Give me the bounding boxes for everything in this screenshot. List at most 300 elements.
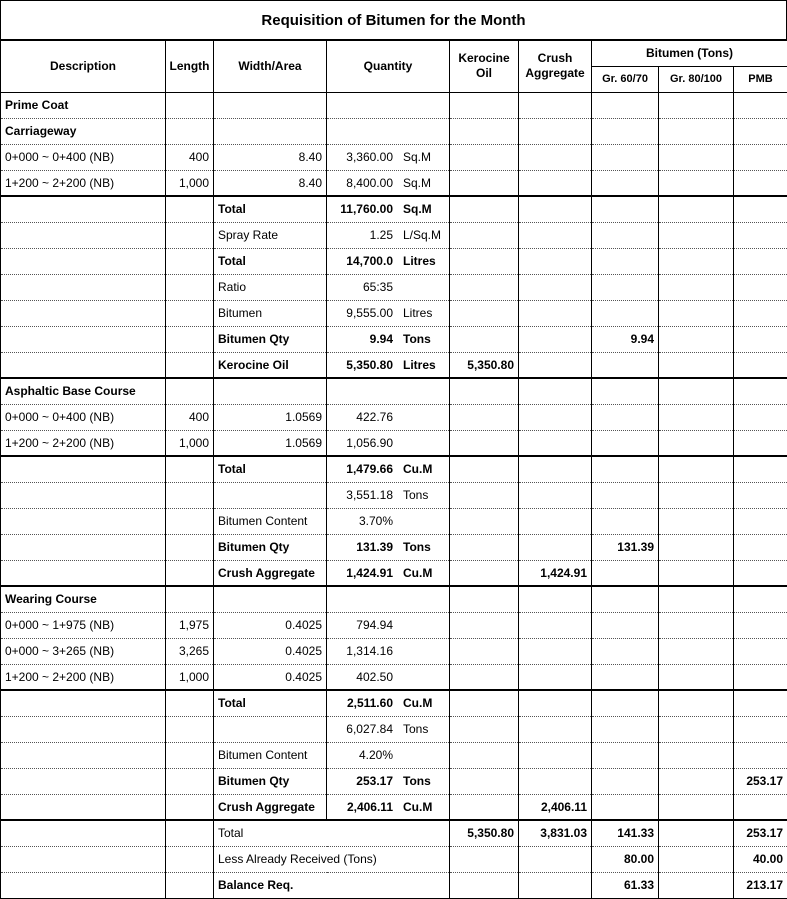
description-cell [1,248,166,274]
length-cell [166,820,214,846]
crush-aggregate-cell [519,612,592,638]
kerocine-oil-cell [450,222,519,248]
gr-80-100-cell [659,690,734,716]
length-cell [166,248,214,274]
width-area-cell [214,482,327,508]
length-cell [166,794,214,820]
quantity-pair [331,488,445,502]
gr-60-70-cell [592,378,659,404]
pmb-cell [734,664,787,690]
description-cell [1,508,166,534]
quantity-value: 3,551.18 [331,488,393,502]
quantity-pair [331,644,445,658]
description-cell [1,482,166,508]
pmb-cell [734,742,787,768]
quantity-value: 402.50 [331,670,393,684]
quantity-unit [393,436,445,450]
kerocine-oil-cell [450,378,519,404]
quantity-unit [393,644,445,658]
quantity-pair [331,722,445,736]
gr-60-70-cell [592,196,659,222]
quantity-unit [393,670,445,684]
length-cell [166,456,214,482]
table-row [1,404,787,430]
quantity-value: 1.25 [331,228,393,242]
crush-aggregate-cell [519,430,592,456]
quantity-unit: Tons [393,540,445,554]
quantity-pair [331,280,445,294]
pmb-cell [734,118,787,144]
description-cell [1,872,166,898]
description-cell: 0+000 ~ 0+400 (NB) [1,404,166,430]
gr-60-70-cell [592,144,659,170]
length-cell [166,222,214,248]
length-cell [166,560,214,586]
description-cell [1,300,166,326]
quantity-pair [331,150,445,164]
quantity-value: 11,760.00 [331,202,393,216]
gr-60-70-cell [592,404,659,430]
length-cell [166,196,214,222]
quantity-value: 2,511.60 [331,696,393,710]
width-area-cell [214,92,327,118]
kerocine-oil-cell [450,404,519,430]
table-row [1,456,787,482]
width-area-label-cell: Ratio [214,274,327,300]
gr-60-70-cell [592,92,659,118]
quantity-cell [327,144,450,170]
width-area-label-cell: Total [214,248,327,274]
quantity-value: 3.70% [331,514,393,528]
description-cell: 1+200 ~ 2+200 (NB) [1,430,166,456]
kerocine-oil-cell [450,664,519,690]
quantity-pair [331,254,445,268]
description-cell [1,690,166,716]
quantity-cell [327,222,450,248]
quantity-unit: Sq.M [393,176,445,190]
length-cell [166,326,214,352]
crush-aggregate-cell [519,196,592,222]
width-area-cell [214,118,327,144]
kerocine-oil-cell [450,742,519,768]
quantity-cell [327,482,450,508]
table-row [1,872,787,898]
pmb-cell: 213.17 [734,872,787,898]
kerocine-oil-cell [450,300,519,326]
width-area-cell: 8.40 [214,170,327,196]
quantity-cell [327,742,450,768]
width-area-cell [214,378,327,404]
quantity-pair [331,774,445,788]
length-cell [166,690,214,716]
quantity-pair [331,514,445,528]
col-header-gr-60-70: Gr. 60/70 [592,66,659,92]
col-header-gr-80-100: Gr. 80/100 [659,66,734,92]
gr-60-70-cell: 61.33 [592,872,659,898]
width-area-label-cell: Crush Aggregate [214,560,327,586]
width-area-label-cell: Total [214,690,327,716]
gr-60-70-cell: 131.39 [592,534,659,560]
quantity-value: 5,350.80 [331,358,393,372]
kerocine-oil-cell [450,118,519,144]
table-row [1,586,787,612]
crush-aggregate-cell [519,170,592,196]
length-cell [166,742,214,768]
width-area-cell: 0.4025 [214,612,327,638]
crush-aggregate-cell [519,92,592,118]
description-cell [1,456,166,482]
quantity-cell [327,690,450,716]
table-row [1,534,787,560]
gr-80-100-cell [659,170,734,196]
crush-aggregate-cell [519,248,592,274]
kerocine-oil-cell [450,846,519,872]
gr-60-70-cell [592,742,659,768]
table-row [1,326,787,352]
quantity-pair [331,436,445,450]
gr-60-70-cell: 9.94 [592,326,659,352]
quantity-value: 8,400.00 [331,176,393,190]
gr-80-100-cell [659,742,734,768]
crush-aggregate-cell [519,716,592,742]
pmb-cell [734,508,787,534]
quantity-pair [331,540,445,554]
kerocine-oil-cell [450,274,519,300]
gr-80-100-cell [659,612,734,638]
quantity-unit: Litres [393,358,445,372]
gr-60-70-cell [592,352,659,378]
quantity-unit: Cu.M [393,696,445,710]
table-row [1,482,787,508]
table-row [1,248,787,274]
kerocine-oil-cell [450,716,519,742]
kerocine-oil-cell [450,326,519,352]
quantity-cell [327,560,450,586]
width-area-cell: 0.4025 [214,638,327,664]
kerocine-oil-cell [450,170,519,196]
summary-label-cell: Total [214,820,450,846]
crush-aggregate-cell [519,534,592,560]
gr-60-70-cell [592,170,659,196]
quantity-value: 9,555.00 [331,306,393,320]
crush-aggregate-cell: 1,424.91 [519,560,592,586]
pmb-cell [734,716,787,742]
quantity-cell [327,92,450,118]
width-area-label-cell: Bitumen Qty [214,768,327,794]
quantity-cell [327,170,450,196]
gr-60-70-cell [592,638,659,664]
crush-aggregate-cell [519,118,592,144]
gr-60-70-cell [592,300,659,326]
pmb-cell: 253.17 [734,768,787,794]
table-body [1,92,787,898]
quantity-unit [393,280,445,294]
quantity-pair [331,748,445,762]
pmb-cell [734,612,787,638]
table-row [1,222,787,248]
quantity-pair [331,306,445,320]
width-area-label-cell: Bitumen [214,300,327,326]
crush-aggregate-cell [519,638,592,664]
gr-60-70-cell [592,456,659,482]
quantity-value: 4.20% [331,748,393,762]
gr-80-100-cell [659,846,734,872]
kerocine-oil-cell [450,92,519,118]
gr-80-100-cell [659,378,734,404]
quantity-value: 1,314.16 [331,644,393,658]
gr-80-100-cell [659,144,734,170]
quantity-pair [331,618,445,632]
col-header-length: Length [166,40,214,92]
gr-80-100-cell [659,482,734,508]
quantity-cell [327,794,450,820]
quantity-unit: Cu.M [393,566,445,580]
crush-aggregate-cell [519,586,592,612]
quantity-unit [393,410,445,424]
length-cell [166,300,214,326]
crush-aggregate-cell [519,352,592,378]
quantity-unit [393,514,445,528]
quantity-pair [331,202,445,216]
crush-aggregate-cell [519,274,592,300]
pmb-cell [734,352,787,378]
gr-80-100-cell [659,222,734,248]
crush-aggregate-cell [519,300,592,326]
description-cell: Asphaltic Base Course [1,378,166,404]
col-header-crush-aggregate: Crush Aggregate [519,40,592,92]
quantity-value: 794.94 [331,618,393,632]
crush-aggregate-cell [519,222,592,248]
table-row [1,508,787,534]
kerocine-oil-cell [450,248,519,274]
quantity-unit: Tons [393,722,445,736]
length-cell: 1,000 [166,664,214,690]
table-row [1,352,787,378]
quantity-cell [327,118,450,144]
quantity-unit: Litres [393,306,445,320]
quantity-cell [327,404,450,430]
table-row [1,742,787,768]
crush-aggregate-cell [519,378,592,404]
description-cell [1,560,166,586]
crush-aggregate-cell [519,482,592,508]
length-cell [166,768,214,794]
length-cell: 1,000 [166,430,214,456]
width-area-cell [214,586,327,612]
col-header-bitumen-tons: Bitumen (Tons) [592,40,787,66]
table-row [1,846,787,872]
width-area-cell: 0.4025 [214,664,327,690]
gr-60-70-cell [592,118,659,144]
quantity-unit: Tons [393,488,445,502]
quantity-value: 3,360.00 [331,150,393,164]
kerocine-oil-cell [450,794,519,820]
gr-80-100-cell [659,560,734,586]
pmb-cell [734,196,787,222]
gr-80-100-cell [659,92,734,118]
length-cell [166,352,214,378]
crush-aggregate-cell [519,742,592,768]
gr-80-100-cell [659,352,734,378]
gr-60-70-cell [592,430,659,456]
summary-label-cell: Balance Req. [214,872,450,898]
col-header-width-area: Width/Area [214,40,327,92]
quantity-cell [327,248,450,274]
quantity-value: 2,406.11 [331,800,393,814]
table-row [1,144,787,170]
quantity-value: 131.39 [331,540,393,554]
table-row [1,716,787,742]
gr-60-70-cell: 80.00 [592,846,659,872]
quantity-pair [331,358,445,372]
crush-aggregate-cell [519,326,592,352]
pmb-cell [734,378,787,404]
quantity-pair [331,696,445,710]
table-row [1,690,787,716]
width-area-label-cell: Spray Rate [214,222,327,248]
kerocine-oil-cell [450,430,519,456]
length-cell: 1,000 [166,170,214,196]
width-area-cell: 1.0569 [214,430,327,456]
table-row [1,118,787,144]
gr-80-100-cell [659,196,734,222]
quantity-cell [327,352,450,378]
quantity-value: 1,479.66 [331,462,393,476]
length-cell [166,92,214,118]
crush-aggregate-cell [519,664,592,690]
gr-80-100-cell [659,872,734,898]
length-cell: 3,265 [166,638,214,664]
crush-aggregate-cell [519,404,592,430]
pmb-cell [734,404,787,430]
table-row [1,92,787,118]
width-area-cell [214,716,327,742]
quantity-value: 422.76 [331,410,393,424]
col-header-description: Description [1,40,166,92]
quantity-pair [331,228,445,242]
description-cell [1,326,166,352]
col-header-quantity: Quantity [327,40,450,92]
gr-80-100-cell [659,638,734,664]
gr-80-100-cell [659,248,734,274]
gr-60-70-cell [592,586,659,612]
kerocine-oil-cell [450,482,519,508]
quantity-pair [331,566,445,580]
width-area-label-cell: Bitumen Content [214,742,327,768]
quantity-pair [331,800,445,814]
gr-80-100-cell [659,456,734,482]
quantity-unit: Cu.M [393,462,445,476]
quantity-cell [327,716,450,742]
kerocine-oil-cell [450,534,519,560]
description-cell [1,768,166,794]
kerocine-oil-cell: 5,350.80 [450,820,519,846]
kerocine-oil-cell [450,456,519,482]
quantity-unit: Sq.M [393,150,445,164]
crush-aggregate-cell [519,846,592,872]
width-area-label-cell: Total [214,456,327,482]
summary-label-cell: Less Already Received (Tons) [214,846,450,872]
width-area-label-cell: Bitumen Qty [214,534,327,560]
description-cell [1,196,166,222]
pmb-cell [734,92,787,118]
quantity-pair [331,176,445,190]
pmb-cell [734,222,787,248]
quantity-value: 1,424.91 [331,566,393,580]
quantity-cell [327,196,450,222]
quantity-cell [327,612,450,638]
gr-60-70-cell [592,248,659,274]
quantity-cell [327,456,450,482]
quantity-cell [327,300,450,326]
gr-60-70-cell [592,560,659,586]
kerocine-oil-cell [450,690,519,716]
gr-80-100-cell [659,508,734,534]
description-cell: 1+200 ~ 2+200 (NB) [1,170,166,196]
quantity-cell [327,430,450,456]
pmb-cell [734,326,787,352]
length-cell [166,716,214,742]
quantity-cell [327,534,450,560]
description-cell: 0+000 ~ 1+975 (NB) [1,612,166,638]
quantity-value: 253.17 [331,774,393,788]
table-row [1,820,787,846]
table-row [1,274,787,300]
crush-aggregate-cell [519,456,592,482]
table-row [1,794,787,820]
length-cell: 400 [166,144,214,170]
pmb-cell [734,482,787,508]
crush-aggregate-cell [519,144,592,170]
gr-80-100-cell [659,768,734,794]
pmb-cell [734,248,787,274]
quantity-pair [331,332,445,346]
pmb-cell [734,586,787,612]
gr-80-100-cell [659,586,734,612]
gr-60-70-cell [592,482,659,508]
quantity-cell [327,326,450,352]
table-row [1,768,787,794]
pmb-cell [734,638,787,664]
width-area-label-cell: Kerocine Oil [214,352,327,378]
kerocine-oil-cell [450,768,519,794]
pmb-cell [734,560,787,586]
quantity-unit [393,748,445,762]
table-row [1,196,787,222]
quantity-unit: L/Sq.M [393,228,445,242]
quantity-pair [331,462,445,476]
kerocine-oil-cell [450,586,519,612]
description-cell [1,794,166,820]
description-cell [1,846,166,872]
crush-aggregate-cell [519,768,592,794]
quantity-unit: Litres [393,254,445,268]
gr-60-70-cell [592,664,659,690]
kerocine-oil-cell [450,560,519,586]
quantity-cell [327,768,450,794]
table-row [1,612,787,638]
width-area-label-cell: Bitumen Qty [214,326,327,352]
quantity-unit: Cu.M [393,800,445,814]
gr-60-70-cell [592,794,659,820]
quantity-value: 14,700.0 [331,254,393,268]
crush-aggregate-cell [519,690,592,716]
crush-aggregate-cell [519,872,592,898]
col-header-kerocine-oil: Kerocine Oil [450,40,519,92]
description-cell: 0+000 ~ 3+265 (NB) [1,638,166,664]
pmb-cell: 40.00 [734,846,787,872]
gr-60-70-cell [592,716,659,742]
